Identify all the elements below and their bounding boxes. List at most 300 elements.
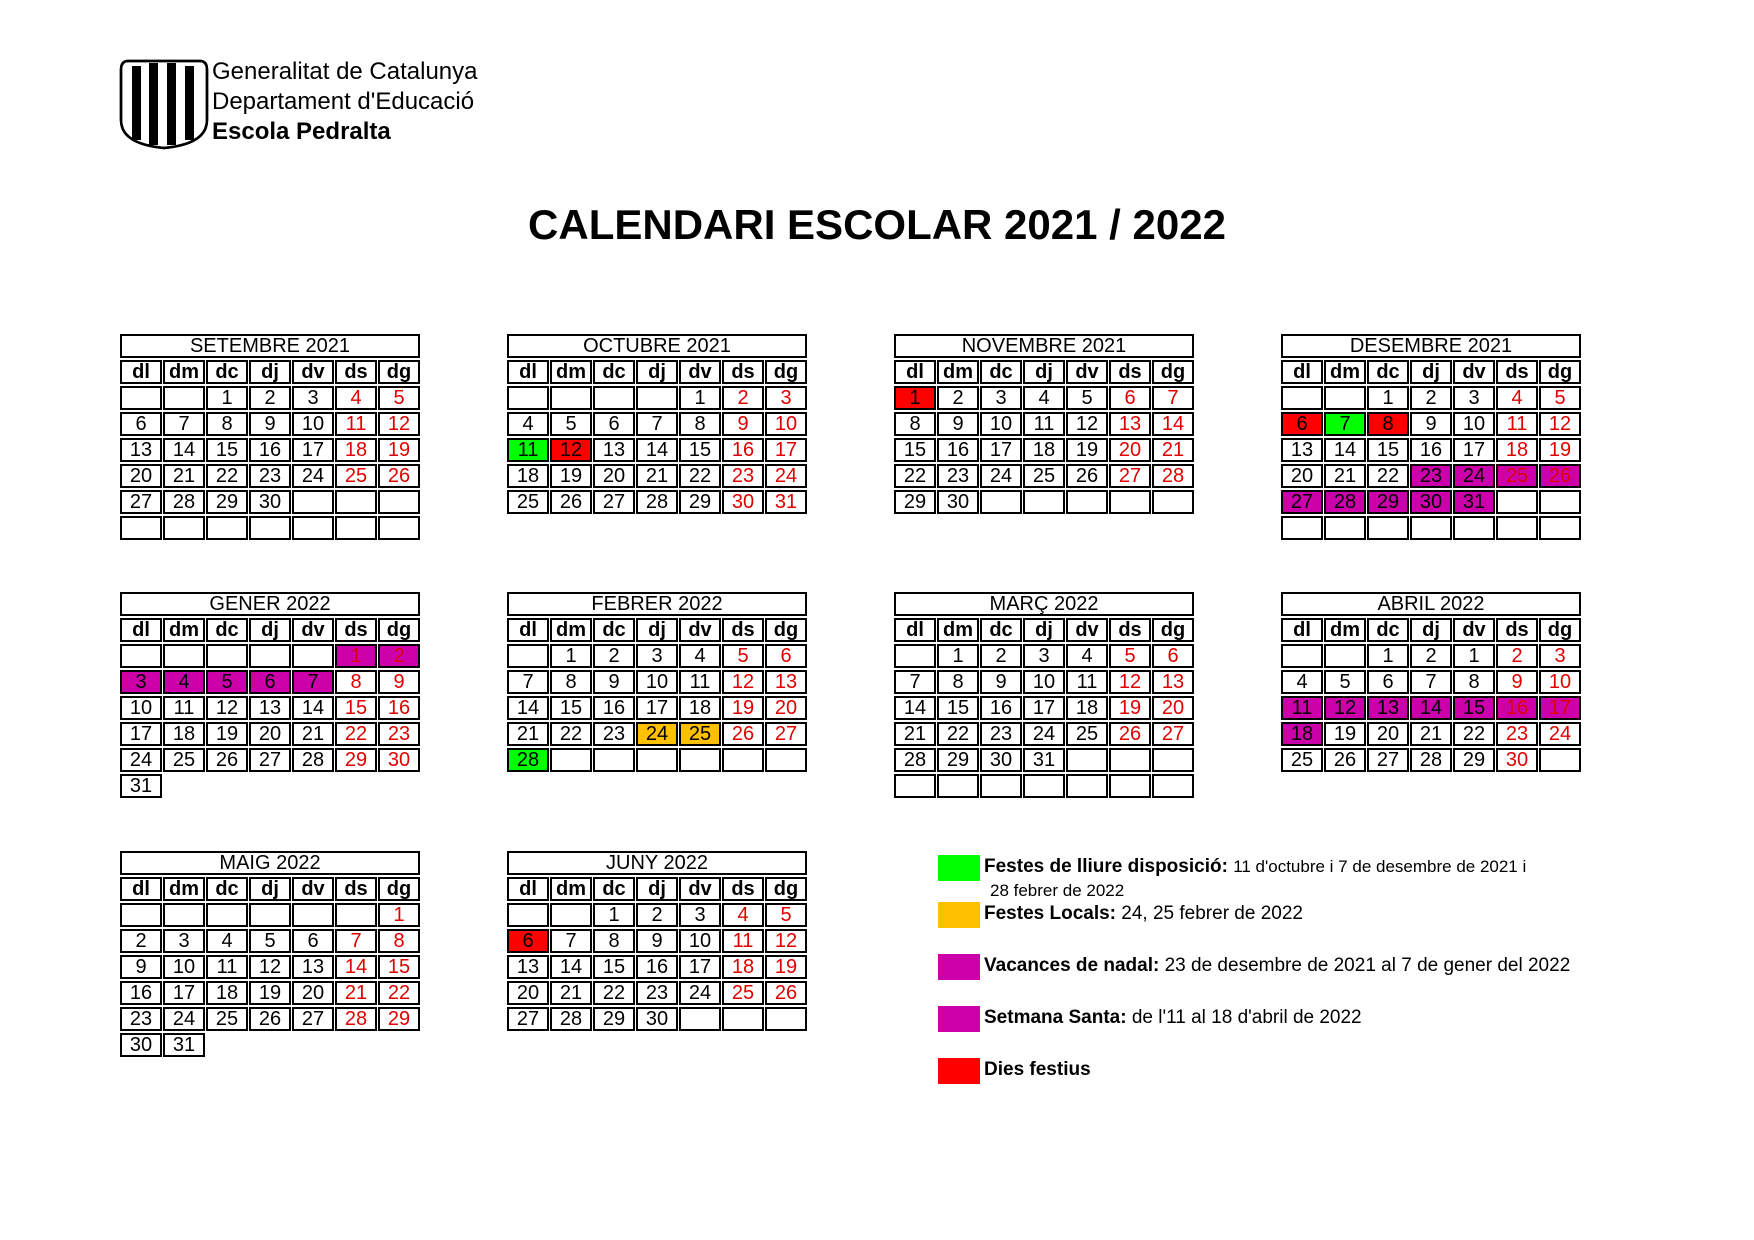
weekday-header: dl (507, 360, 549, 384)
organization-block (212, 57, 478, 147)
day-cell: 1 (1367, 386, 1409, 410)
weekday-header: dv (292, 360, 334, 384)
empty-day-cell (550, 386, 592, 410)
weekday-header: dm (163, 877, 205, 901)
weekday-header: ds (722, 618, 764, 642)
legend-description-continued: 28 febrer de 2022 (990, 881, 1125, 900)
weekday-header: dj (249, 360, 291, 384)
day-cell: 11 (679, 670, 721, 694)
weekday-header: dg (765, 877, 807, 901)
day-cell: 4 (1496, 386, 1538, 410)
empty-day-cell (679, 1007, 721, 1031)
weekday-header: dv (1066, 618, 1108, 642)
day-cell: 26 (1539, 464, 1581, 488)
weekday-header: dv (1066, 360, 1108, 384)
legend-description: de l'11 al 18 d'abril de 2022 (1131, 1007, 1362, 1028)
day-cell: 20 (507, 981, 549, 1005)
legend-label: Festes de lliure disposició: (984, 856, 1228, 877)
day-cell: 15 (679, 438, 721, 462)
day-cell: 10 (163, 955, 205, 979)
empty-day-cell (206, 516, 248, 540)
empty-day-cell (550, 748, 592, 772)
day-cell: 13 (120, 438, 162, 462)
day-cell: 14 (550, 955, 592, 979)
empty-day-cell (163, 644, 205, 668)
empty-day-cell (206, 644, 248, 668)
day-cell: 3 (679, 903, 721, 927)
weekday-header: ds (1496, 360, 1538, 384)
day-cell: 16 (636, 955, 678, 979)
day-cell: 14 (1324, 438, 1366, 462)
empty-day-cell (292, 903, 334, 927)
day-cell: 14 (292, 696, 334, 720)
day-cell: 2 (937, 386, 979, 410)
day-cell: 10 (980, 412, 1022, 436)
day-cell: 17 (120, 722, 162, 746)
day-cell: 20 (1109, 438, 1151, 462)
weekday-header: ds (1109, 360, 1151, 384)
day-cell: 24 (120, 748, 162, 772)
day-cell: 3 (1023, 644, 1065, 668)
legend-description: 11 d'octubre i 7 de desembre de 2021 i (1233, 857, 1527, 876)
day-cell: 19 (1324, 722, 1366, 746)
day-cell: 23 (937, 464, 979, 488)
day-cell: 3 (163, 929, 205, 953)
day-cell: 29 (679, 490, 721, 514)
day-cell: 23 (593, 722, 635, 746)
empty-day-cell (1023, 490, 1065, 514)
day-cell: 18 (507, 464, 549, 488)
day-cell: 21 (636, 464, 678, 488)
day-cell: 25 (1496, 464, 1538, 488)
day-cell: 1 (894, 386, 936, 410)
day-cell: 28 (292, 748, 334, 772)
day-cell: 13 (1281, 438, 1323, 462)
empty-day-cell (120, 386, 162, 410)
day-cell: 11 (206, 955, 248, 979)
weekday-header: dl (894, 618, 936, 642)
empty-day-cell (894, 774, 936, 798)
empty-day-cell (249, 644, 291, 668)
day-cell: 17 (163, 981, 205, 1005)
weekday-header: dl (894, 360, 936, 384)
weekday-header: dc (980, 618, 1022, 642)
day-cell: 25 (163, 748, 205, 772)
day-cell: 19 (1539, 438, 1581, 462)
day-cell: 15 (378, 955, 420, 979)
day-cell: 15 (1453, 696, 1495, 720)
day-cell: 7 (636, 412, 678, 436)
month-title: MARÇ 2022 (894, 592, 1194, 616)
day-cell: 8 (1367, 412, 1409, 436)
empty-day-cell (765, 748, 807, 772)
day-cell: 25 (722, 981, 764, 1005)
day-cell: 21 (507, 722, 549, 746)
legend-text (984, 902, 1303, 926)
day-cell: 29 (1367, 490, 1409, 514)
legend-swatch (938, 1058, 980, 1084)
legend-swatch (938, 1006, 980, 1032)
day-cell: 21 (292, 722, 334, 746)
empty-day-cell (1281, 644, 1323, 668)
legend-swatch (938, 954, 980, 980)
day-cell: 3 (636, 644, 678, 668)
day-cell: 20 (1152, 696, 1194, 720)
day-cell: 13 (593, 438, 635, 462)
weekday-header: dj (1023, 360, 1065, 384)
weekday-header: dm (550, 877, 592, 901)
empty-day-cell (335, 903, 377, 927)
day-cell: 26 (722, 722, 764, 746)
weekday-header: dl (507, 877, 549, 901)
day-cell: 22 (335, 722, 377, 746)
day-cell: 24 (1453, 464, 1495, 488)
weekday-header: dv (679, 877, 721, 901)
empty-day-cell (894, 644, 936, 668)
day-cell: 20 (292, 981, 334, 1005)
day-cell: 25 (1023, 464, 1065, 488)
day-cell: 17 (1023, 696, 1065, 720)
day-cell: 8 (1453, 670, 1495, 694)
weekday-header: dv (292, 877, 334, 901)
day-cell: 22 (894, 464, 936, 488)
day-cell: 17 (765, 438, 807, 462)
weekday-header: dj (1410, 618, 1452, 642)
empty-day-cell (1281, 516, 1323, 540)
empty-day-cell (1152, 748, 1194, 772)
day-cell: 23 (980, 722, 1022, 746)
day-cell: 6 (249, 670, 291, 694)
day-cell: 11 (335, 412, 377, 436)
day-cell: 29 (1453, 748, 1495, 772)
day-cell: 2 (378, 644, 420, 668)
legend-label: Festes Locals: (984, 903, 1116, 924)
day-cell: 30 (378, 748, 420, 772)
day-cell: 27 (765, 722, 807, 746)
day-cell: 8 (593, 929, 635, 953)
day-cell: 19 (249, 981, 291, 1005)
month-title: ABRIL 2022 (1281, 592, 1581, 616)
day-cell: 18 (1496, 438, 1538, 462)
weekday-header: dl (120, 360, 162, 384)
legend-description: 23 de desembre de 2021 al 7 de gener del 2022 (1164, 955, 1571, 976)
day-cell: 7 (507, 670, 549, 694)
day-cell: 27 (292, 1007, 334, 1031)
day-cell: 29 (894, 490, 936, 514)
day-cell: 30 (937, 490, 979, 514)
day-cell: 13 (507, 955, 549, 979)
day-cell: 24 (765, 464, 807, 488)
page-title: CALENDARI ESCOLAR 2021 / 2022 (528, 201, 1226, 248)
day-cell: 29 (206, 490, 248, 514)
month-title: SETEMBRE 2021 (120, 334, 420, 358)
day-cell: 26 (378, 464, 420, 488)
day-cell: 20 (593, 464, 635, 488)
day-cell: 2 (980, 644, 1022, 668)
day-cell: 27 (1367, 748, 1409, 772)
day-cell: 9 (1496, 670, 1538, 694)
weekday-header: dm (550, 618, 592, 642)
day-cell: 24 (163, 1007, 205, 1031)
day-cell: 5 (1109, 644, 1151, 668)
empty-day-cell (1367, 516, 1409, 540)
day-cell: 10 (1539, 670, 1581, 694)
day-cell: 1 (1367, 644, 1409, 668)
day-cell: 13 (292, 955, 334, 979)
weekday-header: dm (163, 360, 205, 384)
day-cell: 23 (722, 464, 764, 488)
day-cell: 9 (593, 670, 635, 694)
generalitat-logo (118, 58, 210, 150)
day-cell: 12 (1539, 412, 1581, 436)
day-cell: 17 (1539, 696, 1581, 720)
day-cell: 19 (765, 955, 807, 979)
weekday-header: ds (1496, 618, 1538, 642)
day-cell: 10 (120, 696, 162, 720)
day-cell: 23 (378, 722, 420, 746)
day-cell: 6 (120, 412, 162, 436)
empty-day-cell (120, 644, 162, 668)
weekday-header: ds (722, 360, 764, 384)
weekday-header: dc (980, 360, 1022, 384)
empty-day-cell (722, 748, 764, 772)
day-cell: 18 (722, 955, 764, 979)
day-cell: 19 (378, 438, 420, 462)
day-cell: 11 (1023, 412, 1065, 436)
weekday-header: dl (1281, 618, 1323, 642)
day-cell: 1 (679, 386, 721, 410)
day-cell: 11 (1281, 696, 1323, 720)
day-cell: 26 (249, 1007, 291, 1031)
day-cell: 17 (1453, 438, 1495, 462)
day-cell: 1 (335, 644, 377, 668)
empty-day-cell (679, 748, 721, 772)
day-cell: 11 (722, 929, 764, 953)
day-cell: 16 (722, 438, 764, 462)
day-cell: 23 (120, 1007, 162, 1031)
day-cell: 21 (550, 981, 592, 1005)
empty-day-cell (765, 1007, 807, 1031)
day-cell: 28 (335, 1007, 377, 1031)
month-title: FEBRER 2022 (507, 592, 807, 616)
legend-swatch (938, 855, 980, 881)
day-cell: 3 (120, 670, 162, 694)
empty-day-cell (1539, 490, 1581, 514)
day-cell: 23 (636, 981, 678, 1005)
weekday-header: dj (1023, 618, 1065, 642)
day-cell: 29 (937, 748, 979, 772)
day-cell: 12 (249, 955, 291, 979)
day-cell: 15 (1367, 438, 1409, 462)
day-cell: 10 (292, 412, 334, 436)
day-cell: 30 (1410, 490, 1452, 514)
empty-day-cell (1410, 516, 1452, 540)
day-cell: 26 (1109, 722, 1151, 746)
legend-label: Setmana Santa: (984, 1007, 1127, 1028)
empty-day-cell (636, 386, 678, 410)
weekday-header: dg (378, 877, 420, 901)
day-cell: 28 (550, 1007, 592, 1031)
day-cell: 7 (1410, 670, 1452, 694)
day-cell: 15 (894, 438, 936, 462)
weekday-header: dl (120, 877, 162, 901)
day-cell: 8 (894, 412, 936, 436)
day-cell: 31 (163, 1033, 205, 1057)
day-cell: 11 (1496, 412, 1538, 436)
weekday-header: dj (636, 618, 678, 642)
empty-day-cell (1496, 490, 1538, 514)
empty-day-cell (980, 490, 1022, 514)
day-cell: 10 (1023, 670, 1065, 694)
day-cell: 15 (593, 955, 635, 979)
weekday-header: dl (1281, 360, 1323, 384)
day-cell: 1 (550, 644, 592, 668)
day-cell: 14 (636, 438, 678, 462)
day-cell: 2 (593, 644, 635, 668)
month-title: GENER 2022 (120, 592, 420, 616)
day-cell: 3 (292, 386, 334, 410)
day-cell: 10 (636, 670, 678, 694)
day-cell: 19 (1109, 696, 1151, 720)
day-cell: 30 (636, 1007, 678, 1031)
empty-day-cell (722, 1007, 764, 1031)
empty-day-cell (1539, 748, 1581, 772)
day-cell: 27 (120, 490, 162, 514)
day-cell: 2 (1496, 644, 1538, 668)
empty-day-cell (507, 903, 549, 927)
month-title: OCTUBRE 2021 (507, 334, 807, 358)
day-cell: 5 (765, 903, 807, 927)
day-cell: 22 (1367, 464, 1409, 488)
empty-day-cell (1109, 774, 1151, 798)
day-cell: 5 (550, 412, 592, 436)
day-cell: 20 (249, 722, 291, 746)
empty-day-cell (249, 903, 291, 927)
day-cell: 18 (335, 438, 377, 462)
empty-day-cell (1066, 774, 1108, 798)
day-cell: 25 (679, 722, 721, 746)
day-cell: 22 (679, 464, 721, 488)
legend-label: Vacances de nadal: (984, 955, 1160, 976)
weekday-header: dg (1539, 360, 1581, 384)
day-cell: 10 (679, 929, 721, 953)
month-title: MAIG 2022 (120, 851, 420, 875)
empty-day-cell (937, 774, 979, 798)
day-cell: 1 (1453, 644, 1495, 668)
day-cell: 12 (550, 438, 592, 462)
day-cell: 18 (206, 981, 248, 1005)
day-cell: 1 (937, 644, 979, 668)
day-cell: 27 (1281, 490, 1323, 514)
day-cell: 20 (765, 696, 807, 720)
day-cell: 16 (593, 696, 635, 720)
day-cell: 1 (593, 903, 635, 927)
day-cell: 2 (249, 386, 291, 410)
day-cell: 7 (550, 929, 592, 953)
day-cell: 13 (249, 696, 291, 720)
day-cell: 4 (206, 929, 248, 953)
weekday-header: ds (1109, 618, 1151, 642)
empty-day-cell (1539, 516, 1581, 540)
day-cell: 17 (980, 438, 1022, 462)
day-cell: 28 (1410, 748, 1452, 772)
empty-day-cell (292, 490, 334, 514)
day-cell: 13 (1152, 670, 1194, 694)
empty-day-cell (1066, 490, 1108, 514)
weekday-header: dj (249, 877, 291, 901)
weekday-header: dg (765, 618, 807, 642)
day-cell: 12 (765, 929, 807, 953)
day-cell: 28 (1152, 464, 1194, 488)
day-cell: 23 (1410, 464, 1452, 488)
day-cell: 16 (378, 696, 420, 720)
weekday-header: dg (765, 360, 807, 384)
day-cell: 4 (507, 412, 549, 436)
day-cell: 16 (1410, 438, 1452, 462)
empty-day-cell (1109, 748, 1151, 772)
day-cell: 11 (507, 438, 549, 462)
empty-day-cell (163, 903, 205, 927)
day-cell: 16 (120, 981, 162, 1005)
weekday-header: dc (206, 877, 248, 901)
day-cell: 28 (894, 748, 936, 772)
day-cell: 20 (1367, 722, 1409, 746)
empty-day-cell (120, 903, 162, 927)
day-cell: 29 (593, 1007, 635, 1031)
day-cell: 31 (765, 490, 807, 514)
day-cell: 17 (679, 955, 721, 979)
day-cell: 10 (765, 412, 807, 436)
day-cell: 19 (1066, 438, 1108, 462)
day-cell: 21 (894, 722, 936, 746)
day-cell: 15 (550, 696, 592, 720)
weekday-header: dm (550, 360, 592, 384)
day-cell: 24 (980, 464, 1022, 488)
day-cell: 8 (206, 412, 248, 436)
day-cell: 14 (894, 696, 936, 720)
day-cell: 21 (1152, 438, 1194, 462)
empty-day-cell (249, 516, 291, 540)
day-cell: 22 (206, 464, 248, 488)
day-cell: 16 (937, 438, 979, 462)
day-cell: 15 (335, 696, 377, 720)
empty-day-cell (378, 516, 420, 540)
day-cell: 26 (1324, 748, 1366, 772)
empty-day-cell (1109, 490, 1151, 514)
day-cell: 21 (1410, 722, 1452, 746)
weekday-header: dm (937, 360, 979, 384)
empty-day-cell (507, 386, 549, 410)
day-cell: 28 (1324, 490, 1366, 514)
day-cell: 3 (1453, 386, 1495, 410)
weekday-header: dl (120, 618, 162, 642)
day-cell: 5 (722, 644, 764, 668)
weekday-header: ds (722, 877, 764, 901)
day-cell: 2 (120, 929, 162, 953)
weekday-header: dg (1539, 618, 1581, 642)
day-cell: 8 (335, 670, 377, 694)
day-cell: 27 (1152, 722, 1194, 746)
day-cell: 3 (980, 386, 1022, 410)
day-cell: 6 (507, 929, 549, 953)
day-cell: 4 (163, 670, 205, 694)
weekday-header: dg (1152, 618, 1194, 642)
day-cell: 6 (593, 412, 635, 436)
day-cell: 25 (507, 490, 549, 514)
org-line-1: Generalitat de Catalunya (212, 58, 478, 85)
day-cell: 20 (120, 464, 162, 488)
empty-day-cell (335, 490, 377, 514)
